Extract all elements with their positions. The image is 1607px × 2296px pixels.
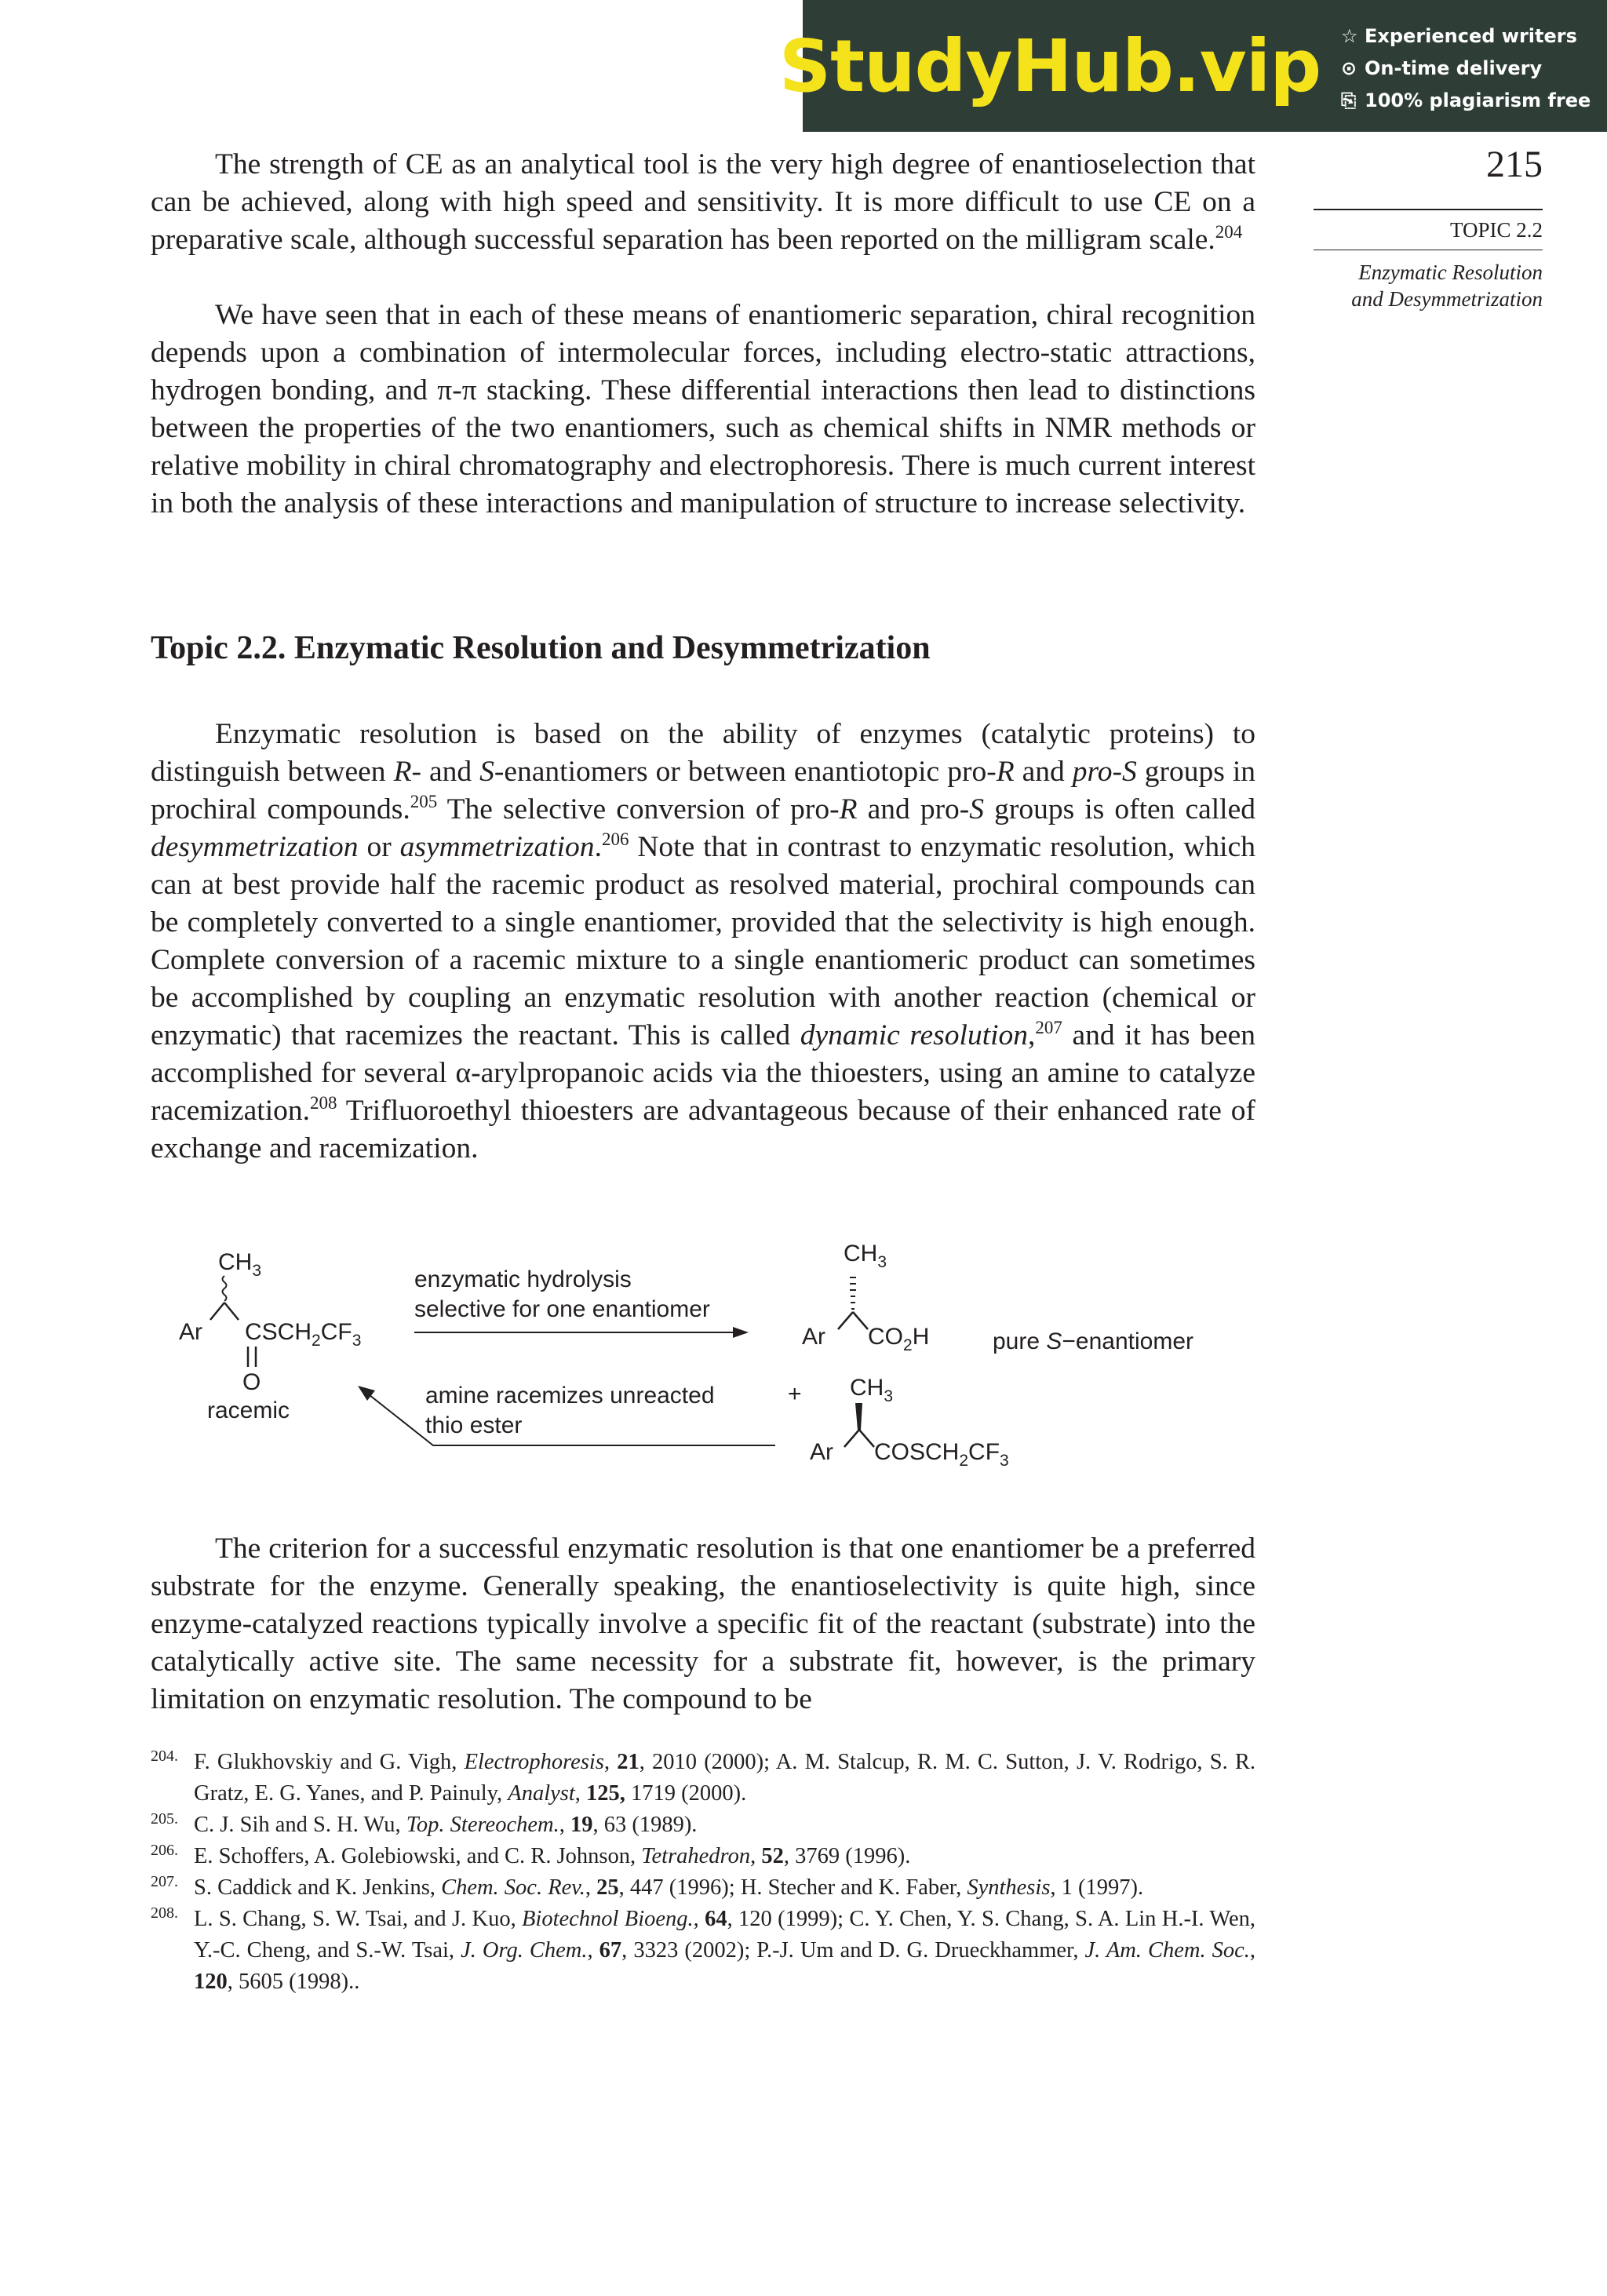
footnote: 204. F. Glukhovskiy and G. Vigh, Electrophoresis, 21, 2010 (2000); A. M. Stalcup, R. M. C. Sutton, J. V. Rodrigo, S. R. Gratz, E. G. Yanes, and P. Painuly, Analyst, 125, 1719 (2000). — [151, 1748, 1256, 1806]
promo-banner[interactable] — [778, 0, 1607, 132]
footnote-ref[interactable]: 208 — [310, 1093, 337, 1113]
topic-subtitle: Enzymatic Resolution and Desymmetrization — [1351, 261, 1543, 311]
svg-text:CH3: $CH_3$ — [850, 1375, 894, 1405]
feature-item: ☆ Experienced writers — [1341, 20, 1591, 53]
thioester-structure — [810, 1375, 1009, 1470]
arrowhead — [733, 1327, 749, 1338]
svg-text:enzymatic hydrolysis: enzymatic hydrolysis — [414, 1266, 632, 1292]
footnote: 205. C. J. Sih and S. H. Wu, Top. Stereochem., 19, 63 (1989). — [151, 1810, 698, 1837]
clock-icon: ⊙ — [1341, 57, 1357, 79]
paragraph: We have seen that in each of these means of enantiomeric separation, chiral recognition depends upon a combination of intermolecular forces, including electro-static attractions, hydrogen bonding, and π-π stacking. These differential interactions then lead to distinctions between the properties of the two enantiomers, such as chemical shifts in NMR methods or relative mobility in chiral chromatography and electrophoresis. There is much current interest in both the analysis of these interactions and manipulation of structure to increase selectivity. — [151, 299, 1255, 519]
svg-text:CSCH2CF3: $CSCH_2CF_3$ — [245, 1319, 362, 1350]
star-icon: ☆ — [1341, 25, 1358, 47]
svg-text:CO2H: $CO_2H$ — [868, 1324, 930, 1354]
bond — [853, 1312, 868, 1329]
footnote: 208. L. S. Chang, S. W. Tsai, and J. Kuo, Biotechnol Bioeng., 64, 120 (1999); C. Y. Chen, Y. S. Chang, S. A. Lin H.-I. Wen, Y.-C. Cheng, and S.-W. Tsai, J. Org. Chem., 67, 3323 (2002); P.-J. Um and D. G. Drueckhammer, J. Am. Chem. Soc., 120, 5605 (1998).. — [151, 1904, 1256, 1994]
reaction-scheme — [0, 1224, 1287, 1483]
footnote: 207. S. Caddick and K. Jenkins, Chem. Soc. Rev., 25, 447 (1996); H. Stecher and K. Faber, Synthesis, 1 (1997). — [151, 1873, 1144, 1900]
svg-text:CH3: $CH_3$ — [844, 1241, 887, 1271]
wavy-bond — [223, 1276, 227, 1301]
bond — [859, 1430, 874, 1447]
hashed-bond — [850, 1277, 856, 1309]
feature-item: ⊙ On-time delivery — [1341, 53, 1591, 85]
footnote-ref[interactable]: 207 — [1035, 1018, 1062, 1037]
brand-logo: StudyHub.vip — [778, 24, 1321, 108]
svg-text:Ar: Ar — [179, 1319, 202, 1345]
svg-text:pure S−enantiomer: pure S−enantiomer — [993, 1328, 1194, 1354]
svg-text:racemic: racemic — [207, 1398, 290, 1423]
topic-label: TOPIC 2.2 — [1449, 218, 1543, 242]
bond — [210, 1303, 224, 1320]
footnote-ref[interactable]: 206 — [601, 829, 629, 849]
svg-text:COSCH2CF3: $COSCH_2CF_3$ — [874, 1439, 1009, 1470]
feature-item: ⎘ 100% plagiarism free — [1341, 85, 1591, 117]
reactant-structure — [179, 1249, 361, 1423]
wedge-bond — [855, 1403, 862, 1430]
paragraph: Enzymatic resolution is based on the ability of enzymes (catalytic proteins) to distinguish between R- and S-enantiomers or between enantiotopic pro-R and pro-S groups in prochiral compounds.$^{205}$ The selective conversion of pro-R and pro-S groups is often called desymmetrization or asymmetrization.$^{206}$ Note that in contrast to enzymatic resolution, which can at best provide half the racemic product as resolved material, prochiral compounds can be completely converted to a single enantiomer, provided that the selectivity is high enough. Complete conversion of a racemic mixture to a single enantiomeric product can sometimes be accomplished by coupling an enzymatic resolution with another reaction (chemical or enzymatic) that racemizes the reactant. This is called dynamic resolution,$^{207}$ and it has been accomplished for several α-arylpropanoic acids via the thioesters, using an amine to catalyze racemization.$^{208}$ Trifluoroethyl thioesters are advantageous because of their enhanced rate of exchange and racemization. — [151, 718, 1256, 1164]
svg-text:Ar: Ar — [810, 1439, 833, 1465]
divider — [1314, 209, 1543, 210]
footnote: 206. E. Schoffers, A. Golebiowski, and C. R. Johnson, Tetrahedron, 52, 3769 (1996). — [151, 1842, 911, 1868]
svg-text:+: + — [788, 1381, 802, 1407]
copy-icon: ⎘ — [1341, 89, 1357, 111]
footnote-ref[interactable]: 205 — [410, 792, 438, 811]
page-number: 215 — [1486, 144, 1543, 185]
bond — [838, 1312, 853, 1329]
svg-text:thio ester: thio ester — [425, 1412, 523, 1438]
footnotes — [151, 1747, 1255, 1998]
paragraph: The strength of CE as an analytical tool is the very high degree of enantioselection that can be achieved, along with high speed and sensitivity. It is more difficult to use CE on a preparative scale, although successful separation has been reported on the milligram scale.$^{204}$ — [151, 148, 1255, 256]
svg-text:amine racemizes unreacted: amine racemizes unreacted — [425, 1383, 715, 1409]
bond — [844, 1430, 859, 1447]
svg-text:O: O — [242, 1369, 261, 1395]
svg-text:selective for one enantiomer: selective for one enantiomer — [414, 1296, 710, 1322]
product-acid-structure — [802, 1241, 1193, 1354]
section-title: Topic 2.2. Enzymatic Resolution and Desymmetrization — [151, 630, 931, 666]
svg-text:CH3: $CH_3$ — [218, 1249, 262, 1280]
svg-text:Ar: Ar — [802, 1324, 825, 1350]
paragraph: The criterion for a successful enzymatic resolution is that one enantiomer be a preferred substrate for the enzyme. Generally speaking, the enantioselectivity is quite high, since enzyme-catalyzed reactions typically involve a specific fit of the reactant (substrate) into the catalytically active site. The same necessity for a substrate fit, however, is the primary limitation on enzymatic resolution. The compound to be — [151, 1532, 1255, 1715]
feature-list — [1341, 20, 1591, 117]
bond — [224, 1303, 239, 1320]
footnote-ref[interactable]: 204 — [1215, 222, 1243, 242]
